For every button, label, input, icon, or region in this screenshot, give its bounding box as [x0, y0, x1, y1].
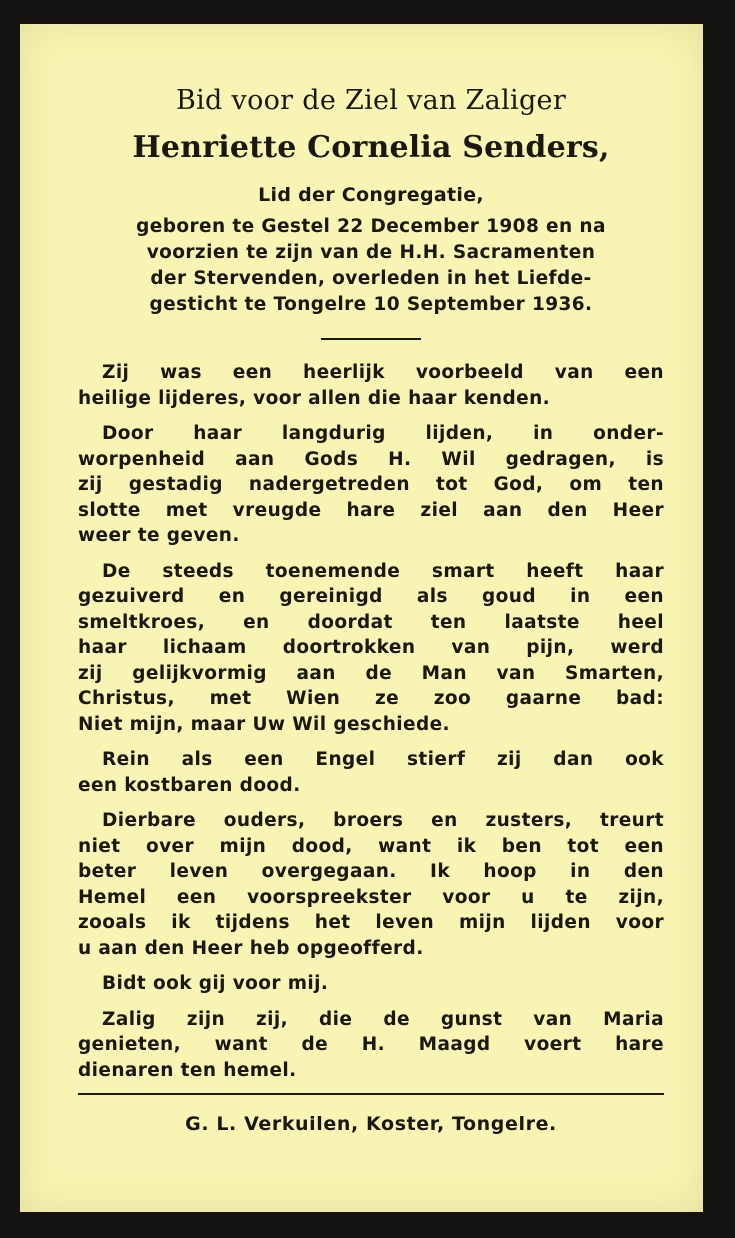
long-divider [78, 1093, 664, 1095]
birth-death-block [78, 214, 664, 318]
paragraph-line: Dierbare ouders, broers en zusters, treurt [102, 810, 664, 831]
paragraph-line: Bidt ook gij voor mij. [102, 973, 329, 994]
paragraph-line: zooals ik tijdens het leven mijn lijden voor [78, 912, 664, 933]
deceased-name: Henriette Cornelia Senders, [132, 130, 610, 165]
paragraph-line: gezuiverd en gereinigd als goud in een [78, 586, 664, 607]
paragraph-line: worpenheid aan Gods H. Wil gedragen, is [78, 448, 664, 470]
paragraph-line: haar lichaam doortrokken van pijn, werd [78, 637, 664, 658]
paragraph-line: Rein als een Engel stierf zij dan ook [102, 749, 664, 770]
body-paragraph [78, 808, 664, 961]
paragraph-line: Niet mijn, maar Uw Wil geschiede. [78, 713, 450, 735]
birth-line: gesticht te Tongelre 10 September 1936. [149, 294, 593, 315]
paragraph-line: een kostbaren dood. [78, 774, 301, 796]
paragraph-line: slotte met vreugde hare ziel aan den Heer [78, 499, 664, 521]
birth-line: voorzien te zijn van de H.H. Sacramenten [146, 242, 596, 263]
paragraph-line: Hemel een voorspreekster voor u te zijn, [78, 886, 664, 908]
card-content [78, 84, 664, 1137]
paragraph-line: niet over mijn dood, want ik ben tot een [78, 835, 664, 857]
paragraph-line: zij gestadig nadergetreden tot God, om ten [78, 474, 664, 495]
paragraph-line: zij gelijkvormig aan de Man van Smarten, [78, 662, 664, 684]
body-paragraph [78, 559, 664, 738]
paragraph-line: dienaren ten hemel. [78, 1059, 297, 1081]
paragraph-line: beter leven overgegaan. Ik hoop in den [78, 861, 664, 882]
paragraph-line: De steeds toenemende smart heeft haar [102, 560, 664, 582]
short-divider [321, 338, 421, 340]
membership-line: Lid der Congregatie, [258, 184, 484, 206]
paragraph-line: Christus, met Wien ze zoo gaarne bad: [78, 688, 664, 709]
paragraph-line: weer te geven. [78, 525, 240, 546]
paragraph-line: Zalig zijn zij, die de gunst van Maria [102, 1008, 664, 1030]
prayer-heading: Bid voor de Ziel van Zaliger [175, 85, 567, 116]
body-paragraph [78, 1007, 664, 1084]
text-body [78, 360, 664, 1083]
paragraph-line: heilige lijderes, voor allen die haar kenden. [78, 387, 551, 409]
birth-line: der Stervenden, overleden in het Liefde- [150, 268, 592, 289]
paragraph-line: u aan den Heer heb opgeofferd. [78, 937, 424, 959]
birth-line: geboren te Gestel 22 December 1908 en na [136, 216, 606, 237]
body-paragraph [78, 747, 664, 798]
printer-credit: G. L. Verkuilen, Koster, Tongelre. [185, 1113, 557, 1135]
paragraph-line: smeltkroes, en doordat ten laatste heel [78, 611, 664, 633]
body-paragraph [78, 421, 664, 549]
paragraph-line: Door haar langdurig lijden, in onder- [102, 423, 664, 444]
paragraph-line: genieten, want de H. Maagd voert hare [78, 1034, 664, 1055]
memorial-card [20, 24, 703, 1212]
paragraph-line: Zij was een heerlijk voorbeeld van een [102, 362, 664, 383]
body-paragraph [78, 360, 664, 411]
body-paragraph [78, 971, 664, 997]
